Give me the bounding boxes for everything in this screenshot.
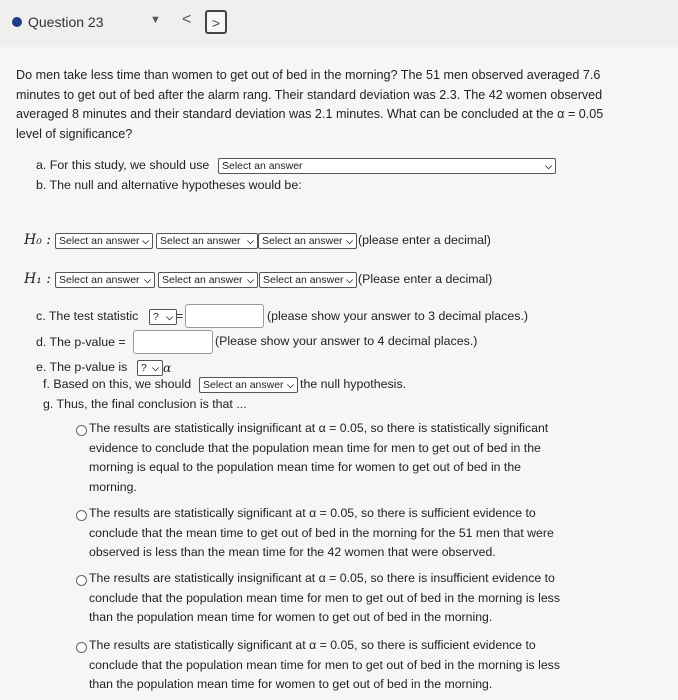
conclusion-option-4-radio[interactable]: [76, 642, 87, 653]
conclusion-option-3-radio[interactable]: [76, 575, 87, 586]
chevron-down-icon: ⌵: [152, 363, 159, 373]
chevron-down-icon: ⌵: [287, 380, 294, 390]
question-status-dot: [12, 17, 22, 27]
chevron-down-icon: ⌵: [166, 312, 173, 322]
equals-sign: =: [176, 309, 184, 323]
conclusion-option-4[interactable]: [89, 636, 589, 695]
part-c-hint: (please show your answer to 3 decimal places.): [267, 309, 529, 323]
h1-parameter-select[interactable]: [55, 272, 155, 288]
part-a-label: a. For this study, we should use: [36, 158, 210, 172]
part-f-label: f. Based on this, we should: [43, 377, 192, 391]
h0-symbol: H₀ :: [24, 232, 51, 248]
option-line: observed is less than the mean time for the 42 women that were observed.: [89, 545, 496, 559]
p-value-comparison-select-value: ?: [141, 362, 147, 374]
option-line: conclude that the population mean time for men to get out of bed in the morning is less: [89, 590, 560, 605]
chevron-down-icon: ⌵: [545, 161, 552, 171]
chevron-down-icon: ⌵: [346, 275, 353, 285]
option-line: The results are statistically insignificant at α = 0.05, so there is insufficient evidence to: [89, 571, 555, 585]
part-d-hint: (Please show your answer to 4 decimal places.): [215, 334, 478, 348]
conclusion-option-1[interactable]: [89, 419, 589, 497]
p-value-comparison-select[interactable]: [137, 360, 163, 376]
conclusion-option-2[interactable]: [89, 504, 589, 563]
test-statistic-input[interactable]: [185, 304, 264, 328]
part-f-suffix: the null hypothesis.: [300, 377, 407, 391]
option-line: conclude that the mean time to get out of bed in the morning for the 51 men that were: [89, 525, 554, 540]
null-decision-select-value: Select an answer: [203, 379, 284, 391]
h0-parameter-select-value: Select an answer: [59, 235, 140, 247]
chevron-down-icon: ⌵: [247, 275, 254, 285]
conclusion-option-3[interactable]: [89, 569, 589, 628]
option-line: The results are statistically significant at α = 0.05, so there is sufficient evidence to: [89, 638, 536, 652]
option-line: morning.: [89, 479, 137, 494]
problem-statement: Do men take less time than women to get out of bed in the morning? The 51 men observed averaged 7.6 minutes to get out of bed after the alarm rang. Their standard deviation was 2.3. The 42 women observed averaged 8 minutes and their standard deviation was 2.1 minutes. What can be concluded at the α = 0.05 level of significance?: [16, 68, 604, 141]
chevron-down-icon: ⌵: [346, 236, 353, 246]
option-line: The results are statistically significant at α = 0.05, so there is sufficient evidence to: [89, 506, 536, 520]
h0-value-select[interactable]: [258, 233, 357, 249]
part-e-label: e. The p-value is: [36, 360, 128, 374]
option-line: conclude that the population mean time for men to get out of bed in the morning is less: [89, 657, 560, 672]
previous-question-button[interactable]: <: [182, 11, 192, 28]
option-line: than the population mean time for women to get out of bed in the morning.: [89, 610, 493, 624]
h0-operator-select[interactable]: [156, 233, 258, 249]
chevron-down-icon: ⌵: [247, 236, 254, 246]
conclusion-option-2-radio[interactable]: [76, 510, 87, 521]
h1-hint: (Please enter a decimal): [358, 272, 493, 286]
h1-parameter-select-value: Select an answer: [59, 274, 140, 286]
option-line: evidence to conclude that the population mean time for men to get out of bed in the: [89, 440, 541, 455]
h1-operator-select[interactable]: [158, 272, 258, 288]
chevron-down-icon: ⌵: [144, 275, 151, 285]
part-c-label: c. The test statistic: [36, 309, 139, 323]
study-type-select-value: Select an answer: [222, 160, 303, 172]
h0-parameter-select[interactable]: [55, 233, 153, 249]
p-value-input[interactable]: [133, 330, 213, 354]
option-line: than the population mean time for women to get out of bed in the morning.: [89, 677, 493, 691]
conclusion-option-1-radio[interactable]: [76, 425, 87, 436]
h1-value-select-value: Select an answer: [263, 274, 344, 286]
part-d-label: d. The p-value =: [36, 335, 126, 349]
test-statistic-type-select-value: ?: [153, 311, 159, 323]
next-question-button[interactable]: >: [205, 10, 227, 34]
chevron-down-icon: ⌵: [142, 236, 149, 246]
null-decision-select[interactable]: [199, 377, 298, 393]
part-g-label: g. Thus, the final conclusion is that ...: [43, 397, 247, 411]
h0-operator-select-value: Select an answer: [160, 235, 241, 247]
part-b-label: b. The null and alternative hypotheses would be:: [36, 178, 302, 192]
h1-operator-select-value: Select an answer: [162, 274, 243, 286]
h0-value-select-value: Select an answer: [262, 235, 343, 247]
question-label: Question 23: [28, 14, 104, 30]
question-menu-dropdown-icon[interactable]: ▼: [150, 14, 161, 26]
study-type-select[interactable]: [218, 158, 556, 174]
alpha-symbol: α: [163, 360, 172, 375]
h0-hint: (please enter a decimal): [358, 233, 491, 247]
option-line: The results are statistically insignificant at α = 0.05, so there is statistically significant: [89, 421, 549, 435]
test-statistic-type-select[interactable]: [149, 309, 177, 325]
h1-value-select[interactable]: [259, 272, 357, 288]
h1-symbol: H₁ :: [24, 271, 51, 287]
question-header: [0, 0, 678, 45]
option-line: morning is equal to the population mean time for women to get out of bed in the: [89, 460, 522, 474]
